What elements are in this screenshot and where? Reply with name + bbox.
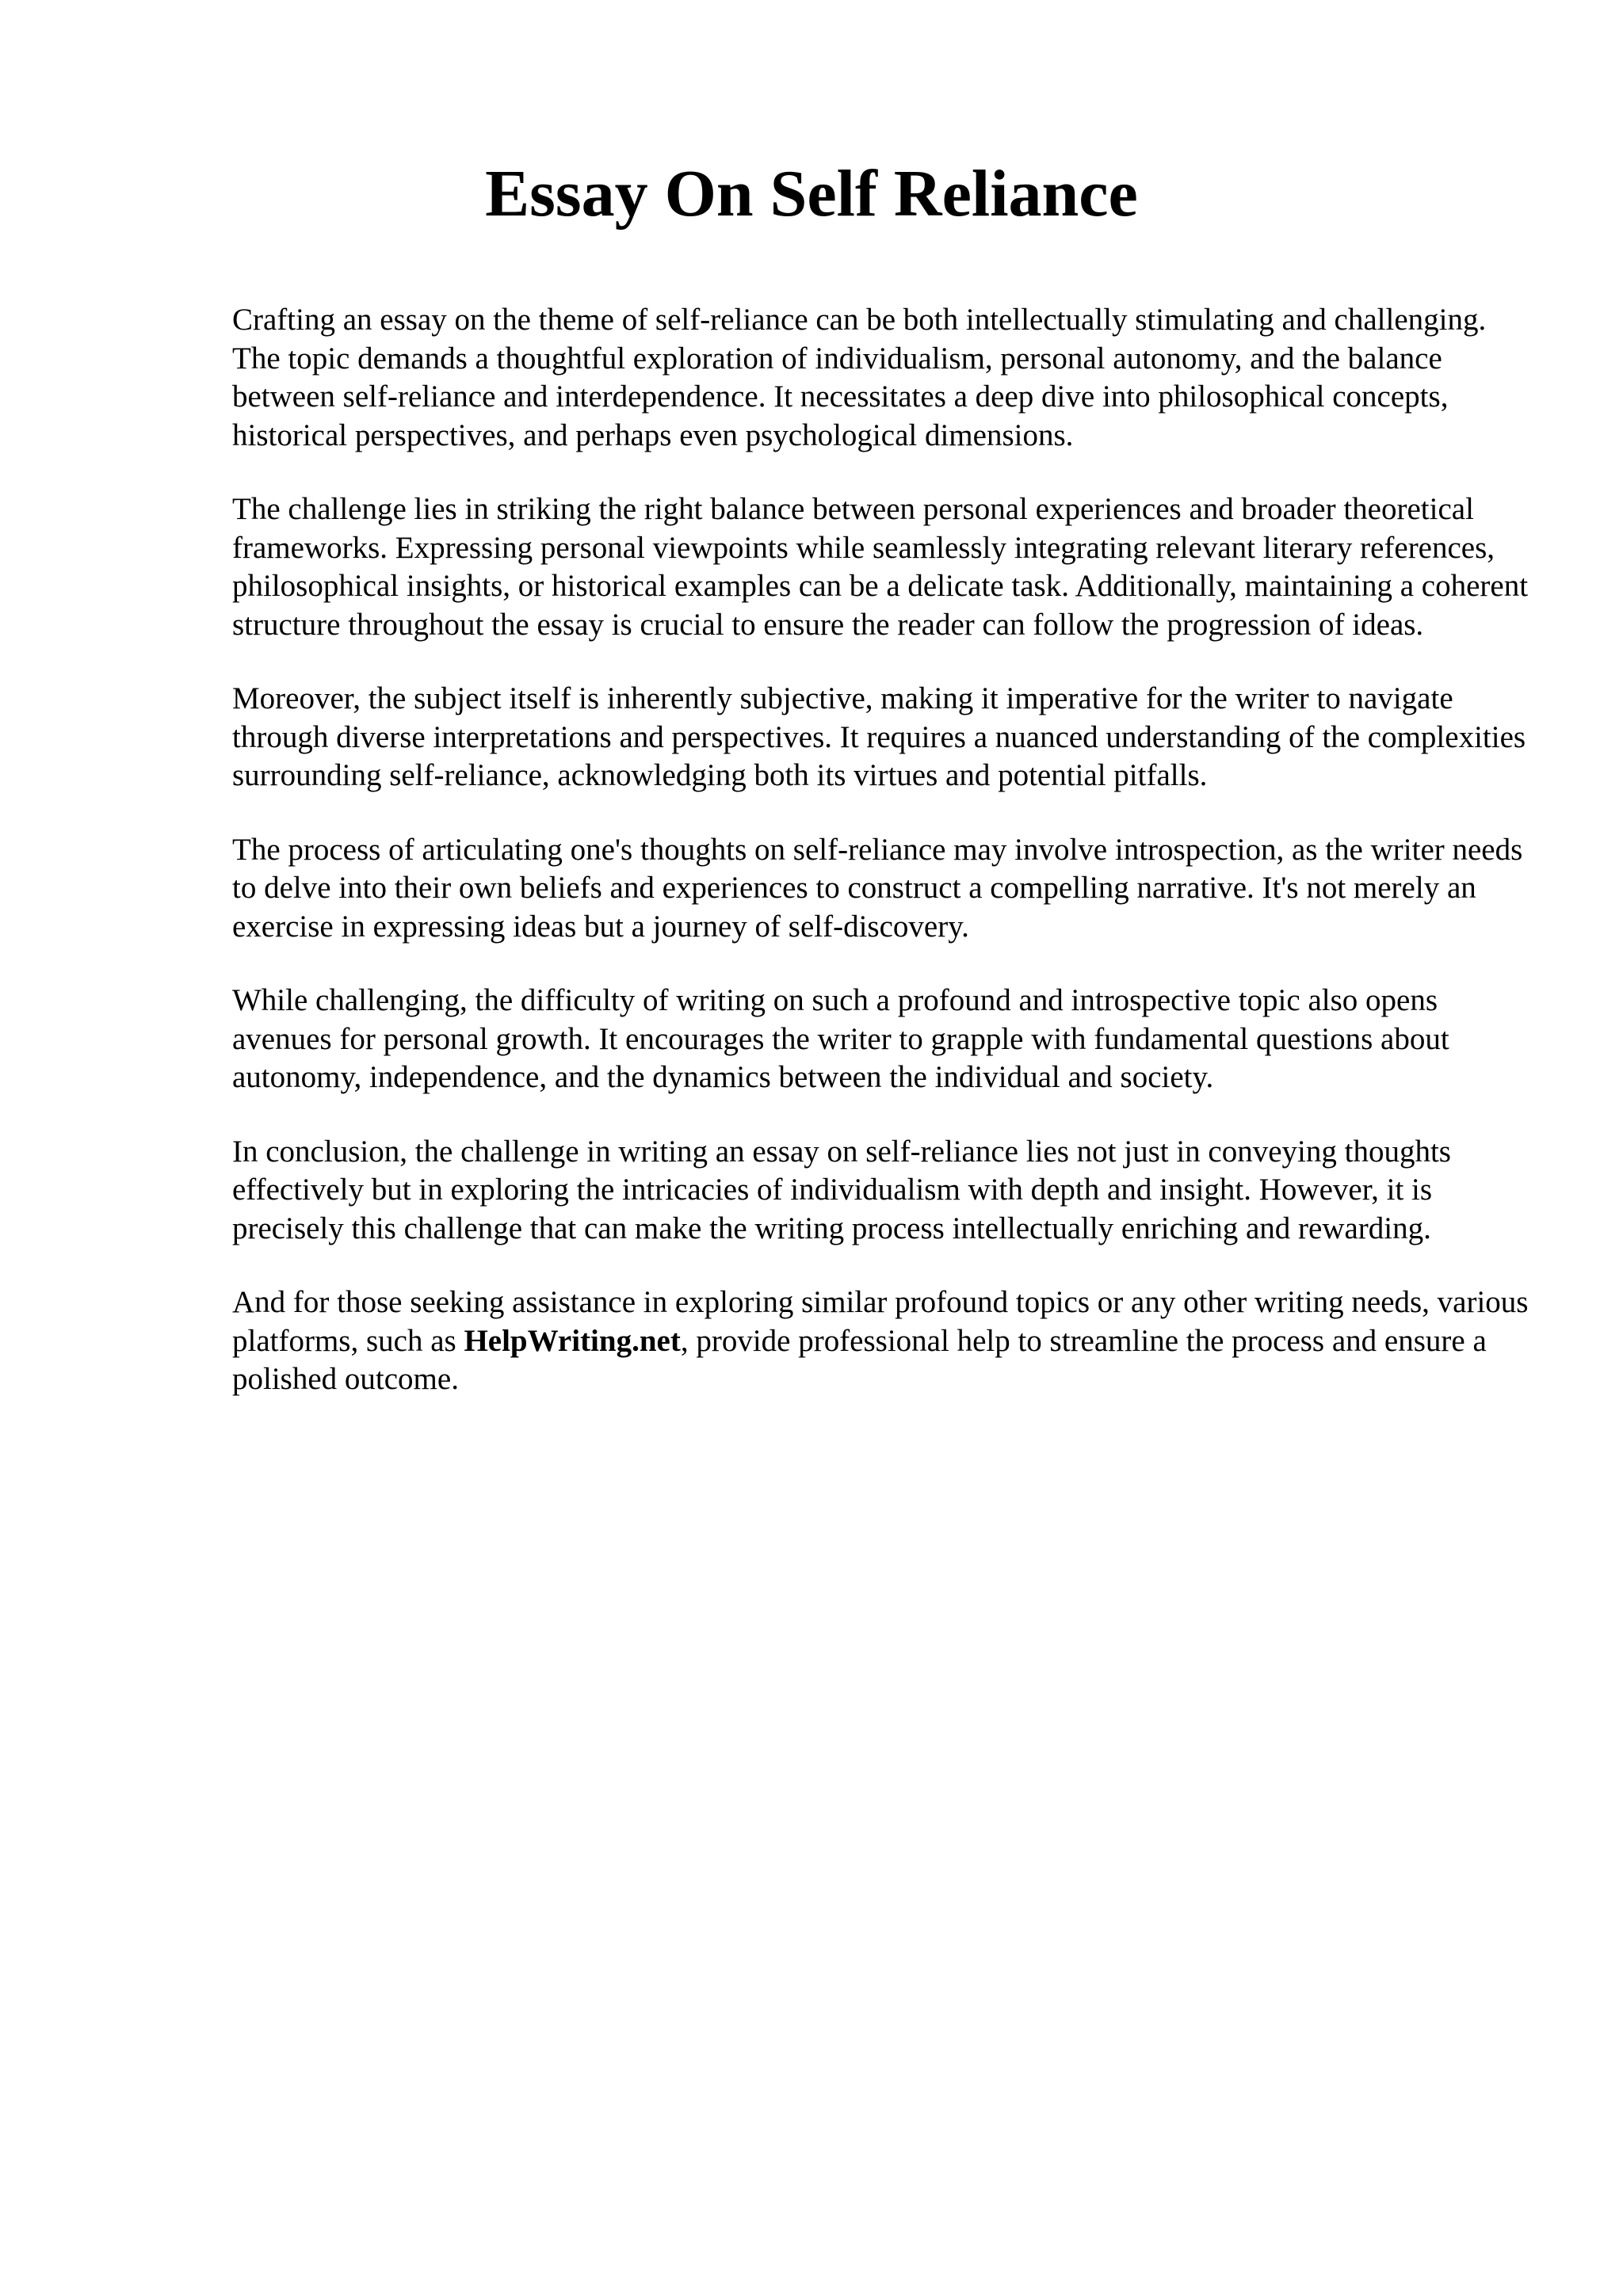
closing-text-before-link: And for those seeking assistance in exploring similar profound topics or any other writing needs, various platforms, such as — [232, 1285, 1529, 1358]
paragraph-4: The process of articulating one's thoughts on self-reliance may involve introspection, as the writer needs to delve into their own beliefs and experiences to construct a compelling narrative. It's not merely an exercise in expressing ideas but a journey of self-discovery. — [232, 832, 1523, 944]
closing-paragraph — [232, 1283, 1532, 1399]
closing-text-after-link: , provide professional help to streamline the process and ensure a polished outcome. — [232, 1323, 1487, 1396]
paragraph-2: The challenge lies in striking the right balance between personal experiences and broader theoretical frameworks. Expressing personal viewpoints while seamlessly integrating relevant literary references, philosophical insights, or historical examples can be a delicate task. Additionally, maintaining a coherent structure throughout the essay is crucial to ensure the reader can follow the progression of ideas. — [232, 492, 1529, 642]
page-title: Essay On Self Reliance — [485, 157, 1138, 231]
paragraph-1: Crafting an essay on the theme of self-reliance can be both intellectually stimulating and challenging. The topic demands a thoughtful exploration of individualism, personal autonomy, and the balance between self-reliance and interdependence. It necessitates a deep dive into philosophical concepts, historical perspectives, and perhaps even psychological dimensions. — [232, 303, 1487, 452]
paragraph-6: In conclusion, the challenge in writing an essay on self-reliance lies not just in conveying thoughts effectively but in exploring the intricacies of individualism with depth and insight. However, it is precisely this challenge that can make the writing process intellectually enriching and rewarding. — [232, 1134, 1451, 1245]
helpwriting-link[interactable]: HelpWriting.net — [464, 1323, 681, 1358]
paragraph-5: While challenging, the difficulty of writing on such a profound and introspective topic also opens avenues for personal growth. It encourages the writer to grapple with fundamental questions about autonomy, independence, and the dynamics between the individual and society. — [232, 983, 1449, 1094]
essay-body — [232, 301, 1532, 1435]
paragraph-3: Moreover, the subject itself is inherently subjective, making it imperative for the writer to navigate through diverse interpretations and perspectives. It requires a nuanced understanding of the complexities surrounding self-reliance, acknowledging both its virtues and potential pitfalls. — [232, 681, 1526, 792]
